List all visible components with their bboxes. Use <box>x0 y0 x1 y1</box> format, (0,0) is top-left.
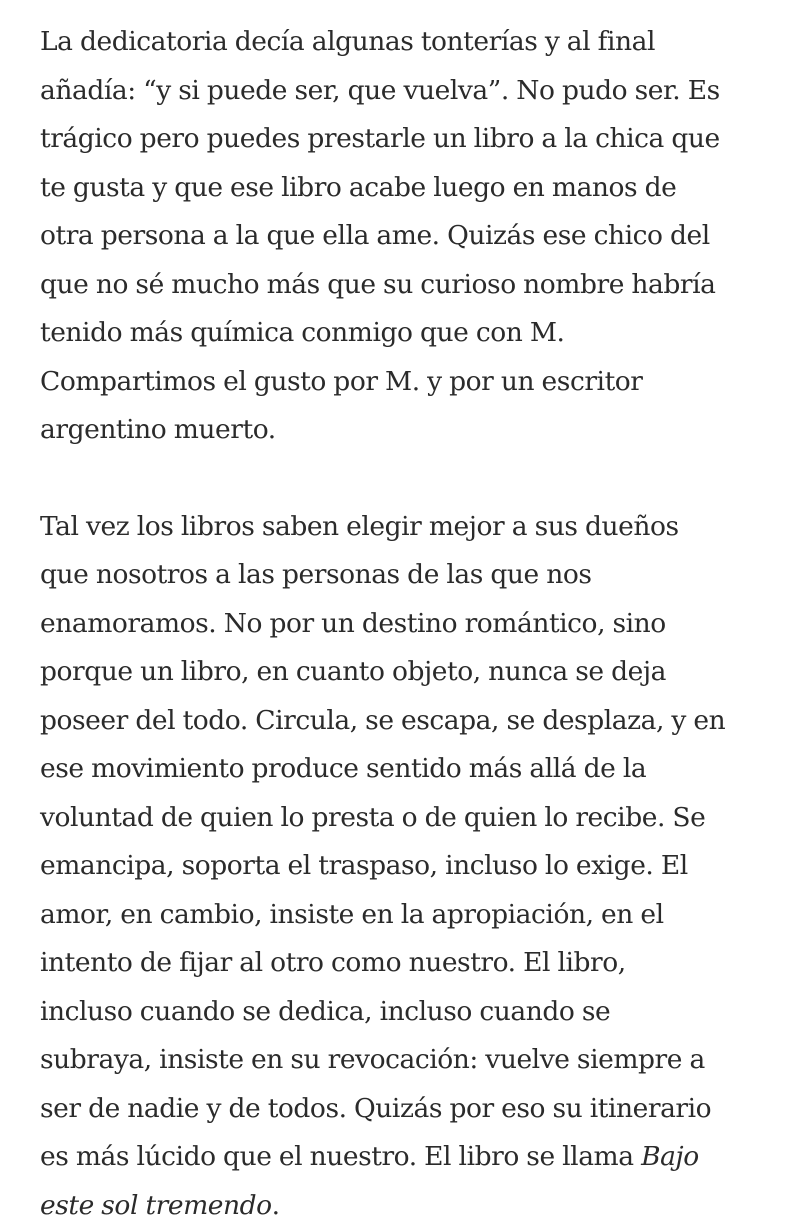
text-line: La dedicatoria decía algunas tonterías y al final <box>40 18 780 67</box>
text-line: te gusta y que ese libro acabe luego en manos de <box>40 164 780 213</box>
book-title-part: Bajo <box>641 1141 699 1172</box>
text-line: añadía: “y si puede ser, que vuelva”. No pudo ser. Es <box>40 67 780 116</box>
text-line: incluso cuando se dedica, incluso cuando se <box>40 988 780 1037</box>
text-line: porque un libro, en cuanto objeto, nunca se deja <box>40 648 780 697</box>
text-line: argentino muerto. <box>40 406 780 455</box>
text-line: tenido más química conmigo que con M. <box>40 309 780 358</box>
text-line: subraya, insiste en su revocación: vuelve siempre a <box>40 1036 780 1085</box>
paragraph-dedicatoria <box>40 18 780 455</box>
text-line <box>40 1133 780 1182</box>
text-line: que nosotros a las personas de las que nos <box>40 551 780 600</box>
text-line: voluntad de quien lo presta o de quien lo recibe. Se <box>40 794 780 843</box>
text-line: poseer del todo. Circula, se escapa, se desplaza, y en <box>40 697 780 746</box>
paragraph-libros <box>40 503 780 1230</box>
text-line <box>40 1182 780 1230</box>
book-title-part: este sol tremendo <box>40 1190 272 1221</box>
text-line: ser de nadie y de todos. Quizás por eso su itinerario <box>40 1085 780 1134</box>
text-line: enamoramos. No por un destino romántico, sino <box>40 600 780 649</box>
text-line: trágico pero puedes prestarle un libro a la chica que <box>40 115 780 164</box>
article-body <box>40 18 780 1230</box>
text-line: otra persona a la que ella ame. Quizás ese chico del <box>40 212 780 261</box>
text-line: ese movimiento produce sentido más allá de la <box>40 745 780 794</box>
text-segment: es más lúcido que el nuestro. El libro se llama <box>40 1141 641 1172</box>
text-line: amor, en cambio, insiste en la apropiación, en el <box>40 891 780 940</box>
text-line: intento de fijar al otro como nuestro. El libro, <box>40 939 780 988</box>
text-line: Tal vez los libros saben elegir mejor a sus dueños <box>40 503 780 552</box>
closing-period: . <box>272 1190 280 1221</box>
text-line: emancipa, soporta el traspaso, incluso lo exige. El <box>40 842 780 891</box>
text-line: que no sé mucho más que su curioso nombre habría <box>40 261 780 310</box>
text-line: Compartimos el gusto por M. y por un escritor <box>40 358 780 407</box>
